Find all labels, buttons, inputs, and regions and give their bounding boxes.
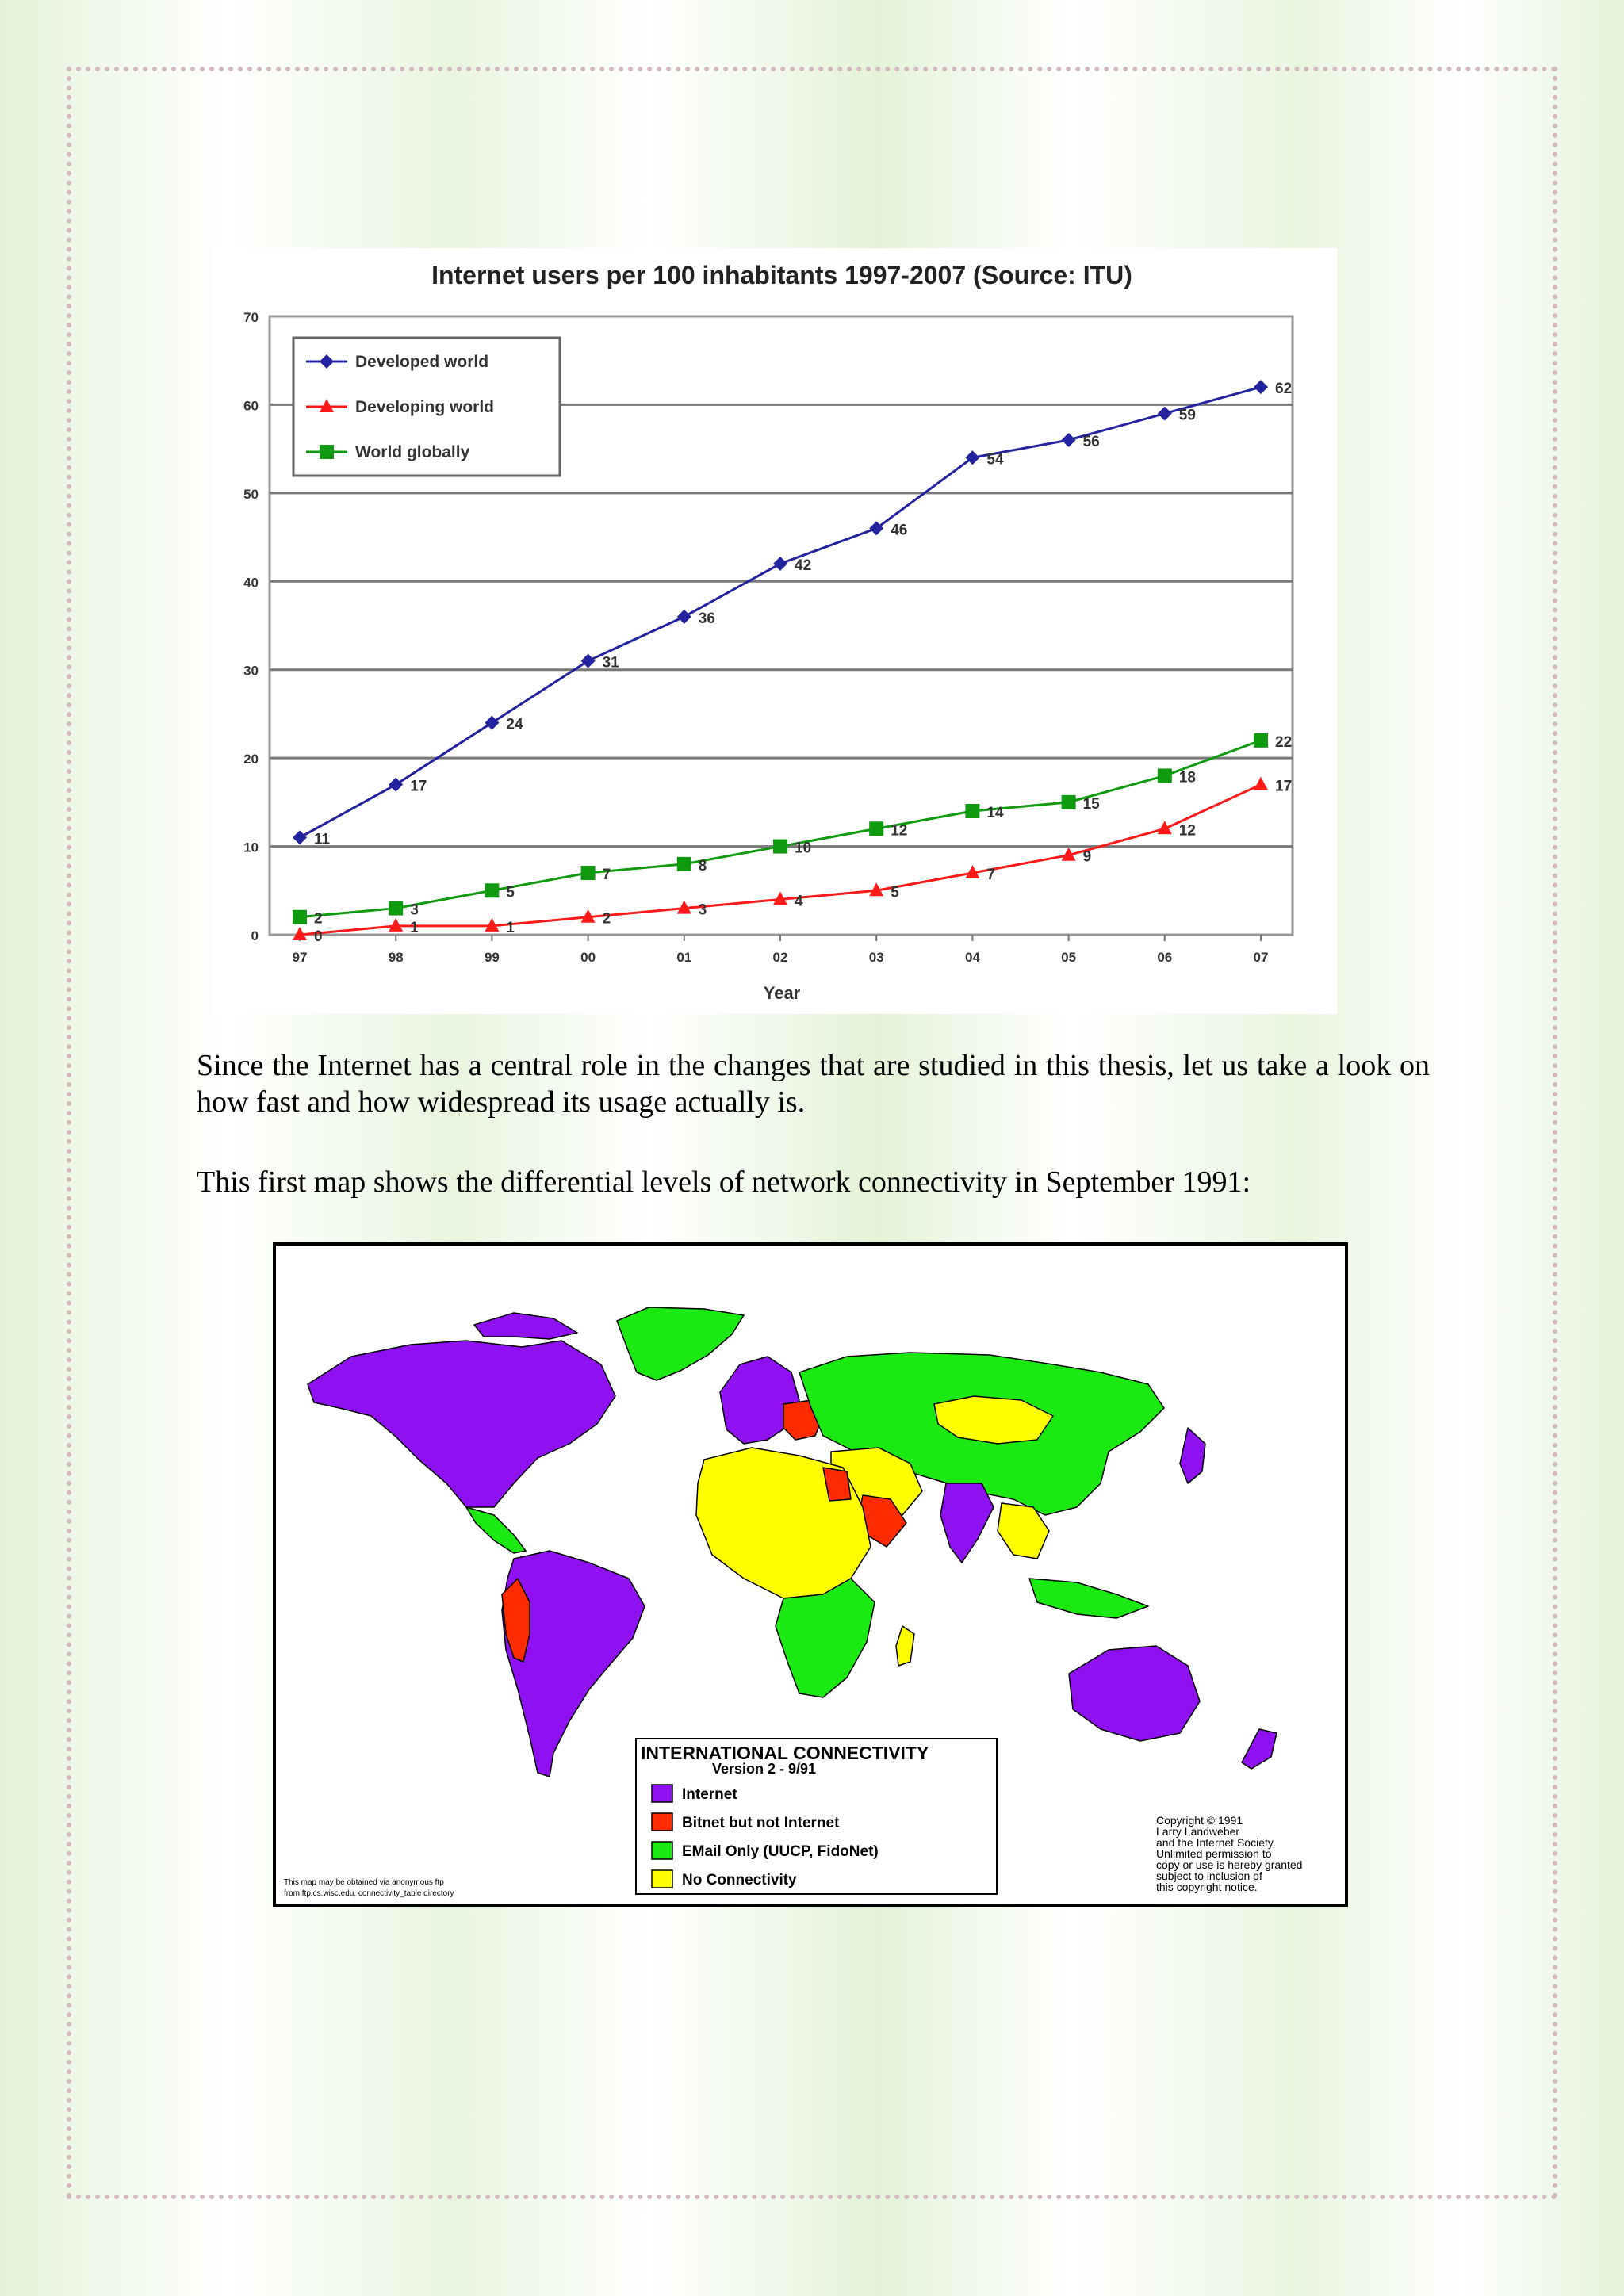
data-point [773,840,787,854]
internet-users-chart [213,248,1337,1014]
connectivity-world-map [273,1242,1348,1907]
copyright-line: and the Internet Society. [1156,1836,1276,1849]
x-tick-label: 06 [1157,950,1173,965]
data-point [581,866,596,880]
x-tick-label: 05 [1061,950,1077,965]
central-america [466,1507,526,1553]
data-label: 1 [410,919,419,936]
data-label: 54 [986,451,1004,469]
data-label: 62 [1275,381,1293,398]
data-label: 0 [314,928,323,945]
legend-swatch-email [652,1842,672,1859]
y-tick-label: 10 [243,840,259,855]
copyright-line: this copyright notice. [1156,1881,1258,1893]
copyright-line: Unlimited permission to [1156,1847,1272,1860]
data-label: 17 [410,778,427,795]
legend-label-none: No Connectivity [682,1872,797,1888]
data-label: 12 [891,822,908,840]
legend-label-email: EMail Only (UUCP, FidoNet) [682,1843,879,1860]
ftp-note-line: This map may be obtained via anonymous ftp [284,1878,444,1887]
data-label: 17 [1275,778,1293,795]
data-point [293,910,307,924]
chart-title: Internet users per 100 inhabitants 1997-2007 (Source: ITU) [431,261,1132,289]
data-label: 24 [506,716,523,733]
copyright-line: Copyright © 1991 [1156,1814,1243,1827]
data-label: 5 [891,884,899,901]
x-tick-label: 97 [292,950,308,965]
y-tick-label: 50 [243,486,259,502]
legend-swatch-internet [652,1785,672,1802]
data-label: 12 [1178,822,1196,840]
data-label: 22 [1275,733,1293,751]
x-tick-label: 04 [964,950,980,965]
map-legend-version: Version 2 - 9/91 [712,1761,817,1777]
data-label: 14 [986,805,1004,821]
paragraph-intro: Since the Internet has a central role in the changes that are studied in this thesis, let us take a look on how fast and how widespread its usage actually is. [197,1049,1430,1119]
north-africa [696,1448,871,1598]
x-tick-label: 03 [868,950,884,965]
data-label: 1 [506,919,515,936]
japan [1180,1428,1205,1483]
world-map-svg [276,1246,1345,1904]
map-legend [636,1739,997,1894]
x-tick-label: 02 [772,950,788,965]
data-label: 4 [795,893,803,910]
data-label: 3 [698,901,707,919]
australia [1069,1646,1200,1741]
data-label: 10 [795,840,812,857]
map-copyright [1156,1814,1302,1893]
data-point [869,821,883,836]
y-tick-label: 30 [243,663,259,679]
ftp-note-line: from ftp.cs.wisc.edu, connectivity_table directory [284,1889,454,1898]
legend-label-bitnet: Bitnet but not Internet [682,1815,840,1831]
data-label: 15 [1082,795,1100,813]
data-label: 7 [986,867,995,883]
data-label: 31 [602,654,619,672]
y-tick-label: 40 [243,575,259,591]
y-tick-label: 60 [243,398,259,414]
map-ftp-note [284,1878,454,1898]
south-america [502,1551,645,1777]
x-tick-label: 01 [676,950,692,965]
y-tick-label: 0 [251,928,259,943]
data-label: 11 [314,831,331,848]
x-tick-label: 07 [1253,950,1269,965]
legend-swatch-none [652,1870,672,1888]
legend-entry: Developing world [355,398,495,416]
indonesia [1029,1578,1148,1618]
data-label: 42 [795,557,812,574]
data-label: 8 [698,857,707,874]
data-label: 9 [1082,848,1092,866]
data-label: 56 [1082,434,1100,450]
data-point [1158,768,1172,783]
chart-svg [213,248,1337,1014]
legend-swatch-bitnet [652,1813,672,1831]
data-label: 59 [1178,407,1196,424]
data-label: 5 [506,884,515,901]
data-point [1254,733,1268,748]
x-tick-label: 99 [484,950,500,965]
y-tick-label: 70 [243,310,259,325]
data-label: 3 [410,901,419,919]
data-label: 18 [1178,769,1196,786]
north-america [308,1341,615,1507]
data-point [389,901,403,916]
map-legend-title: INTERNATIONAL CONNECTIVITY [641,1743,929,1763]
data-point [1062,795,1076,809]
canadian-islands [474,1313,577,1339]
legend-marker [320,445,334,459]
copyright-line: subject to inclusion of [1156,1869,1262,1882]
data-label: 2 [602,910,611,928]
data-label: 2 [314,910,323,928]
x-tick-label: 00 [580,950,596,965]
paragraph-map-intro: This first map shows the differential levels of network connectivity in September 1991: [197,1165,1251,1199]
india [940,1483,994,1563]
data-label: 46 [891,522,908,539]
data-point [485,883,499,897]
greenland [617,1307,744,1380]
madagascar [896,1626,914,1666]
data-point [965,804,979,818]
x-axis-label: Year [763,983,801,1003]
x-tick-label: 98 [388,950,404,965]
data-label: 7 [602,867,611,883]
copyright-line: copy or use is hereby granted [1156,1858,1303,1871]
copyright-line: Larry Landweber [1156,1825,1240,1838]
new-zealand [1242,1729,1277,1769]
data-label: 36 [698,610,715,627]
y-tick-label: 20 [243,752,259,767]
legend-entry: Developed world [355,353,489,371]
data-point [677,857,691,871]
legend-label-internet: Internet [682,1786,737,1803]
legend-entry: World globally [355,443,470,461]
